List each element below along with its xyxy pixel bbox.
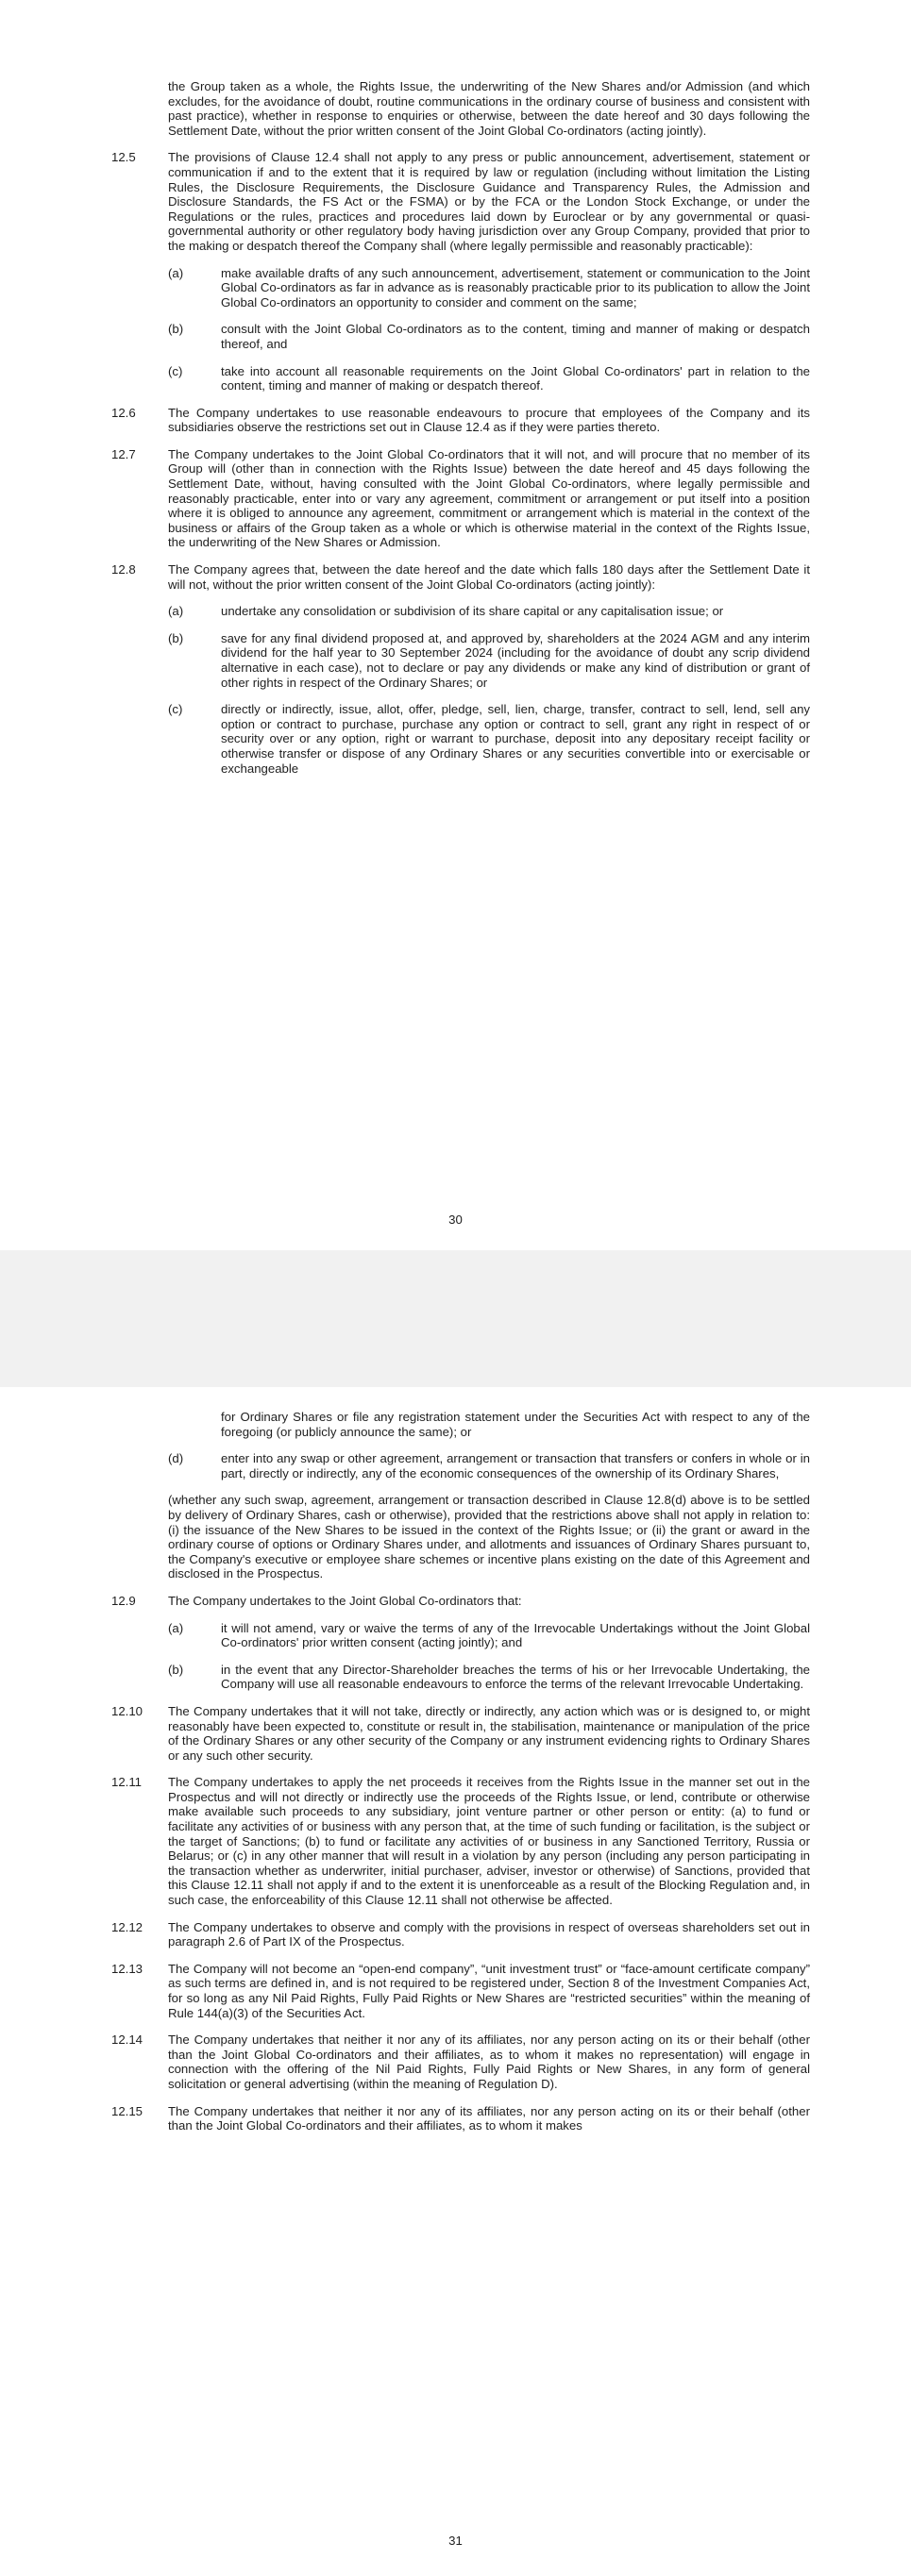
clause-12-9-b	[168, 1663, 810, 1692]
clause-text: The Company undertakes to the Joint Global Co-ordinators that:	[168, 1593, 522, 1608]
sub-label: (a)	[168, 1620, 184, 1635]
clause-number: 12.6	[111, 405, 136, 420]
clause-12-11	[111, 1775, 810, 1907]
clause-12-8-d	[168, 1451, 810, 1480]
clause-12-9	[111, 1594, 810, 1609]
clause-number: 12.8	[111, 562, 136, 577]
clause-12-13	[111, 1962, 810, 2020]
clause-12-9-a	[168, 1621, 810, 1650]
clause-text: The Company undertakes to apply the net proceeds it receives from the Rights Issue in the manner set out in the Prospectus and will not directly or indirectly use the proceeds of the Rights Issue, or lend, contribute or otherwise make available such proceeds to any subsidiary, joint venture partner or other person or entity: (a) to fund or facilitate any activities of or business with any person that, at the time of such funding or facilitation, is the subject or the target of Sanctions; (b) to fund or facilitate any activities of or business in any Sanctioned Territory, Russia or Belarus; or (c) in any other manner that will result in a violation by any person (including any person participating in the transaction whether as underwriter, initial purchaser, adviser, investor or otherwise) of Sanctions, provided that this Clause 12.11 shall not apply if and to the extent it is unenforceable as a result of the Blocking Regulation and, in such case, the enforceability of this Clause 12.11 shall not otherwise be affected.	[168, 1775, 810, 1908]
clause-12-6	[111, 406, 810, 435]
document-page-30	[0, 0, 911, 1250]
sub-label: (b)	[168, 630, 184, 645]
sub-text: make available drafts of any such announcement, advertisement, statement or communication to the Joint Global Co-ordinators as far in advance as is reasonably practicable prior to its publication to allow the Joint Global Co-ordinators an opportunity to consider and comment on the same;	[221, 265, 810, 309]
clause-12-8-c	[168, 702, 810, 776]
page-number: 31	[448, 2534, 463, 2548]
sub-label: (d)	[168, 1451, 184, 1466]
clause-text: The Company undertakes to the Joint Global Co-ordinators that it will not, and will procure that no member of its Group will (other than in connection with the Rights Issue) between the date hereof and 45 days following the Settlement Date, without, having consulted with the Joint Global Co-ordinators, where legally permissible and reasonably practicable, enter into or vary any agreement, commitment or arrangement or put itself into a position where it is obliged to announce any agreement, commitment or arrangement which is material in the context of the business or affairs of the Group taken as a whole or which is otherwise material in the context of the Rights Issue, the underwriting of the New Shares or Admission.	[168, 446, 810, 550]
clause-12-8	[111, 562, 810, 592]
sub-text: it will not amend, vary or waive the terms of any of the Irrevocable Undertakings without the Joint Global Co-ordinators' prior written consent (acting jointly); and	[221, 1620, 810, 1650]
clause-number: 12.12	[111, 1919, 143, 1934]
clause-12-8-c-continuation: for Ordinary Shares or file any registration statement under the Securities Act with respect to any of the foregoing (or publicly announce the same); or	[221, 1410, 810, 1439]
clause-12-8-proviso: (whether any such swap, agreement, arrangement or transaction described in Clause 12.8(d) above is to be settled by delivery of Ordinary Shares, cash or otherwise), provided that the restrictions above shall not apply in relation to: (i) the issuance of the New Shares to be issued in the context of the Rights Issue; or (ii) the grant or award in the ordinary course of options or Ordinary Shares under, and allotments and issuances of Ordinary Shares pursuant to, the Company's executive or employee share schemes or incentive plans existing on the date of this Agreement and disclosed in the Prospectus.	[168, 1493, 810, 1581]
sub-label: (c)	[168, 363, 183, 378]
page-number: 30	[448, 1213, 463, 1227]
clause-12-10	[111, 1704, 810, 1763]
clause-12-7	[111, 447, 810, 550]
clause-text: The Company will not become an “open-end company”, “unit investment trust” or “face-amount certificate company” as such terms are defined in, and is not required to be registered under, Section 8 of the Investment Companies Act, for so long as any Nil Paid Rights, Fully Paid Rights or New Shares are “restricted securities” within the meaning of Rule 144(a)(3) of the Securities Act.	[168, 1961, 810, 2020]
clause-12-5-c	[168, 364, 810, 393]
sub-label: (b)	[168, 1662, 184, 1677]
clause-number: 12.10	[111, 1703, 143, 1718]
clause-12-15	[111, 2104, 810, 2133]
clause-number: 12.13	[111, 1961, 143, 1976]
sub-text: undertake any consolidation or subdivision of its share capital or any capitalisation issue; or	[221, 604, 724, 619]
page-content	[111, 1410, 810, 2146]
clause-text: The Company undertakes that neither it nor any of its affiliates, nor any person acting on its or their behalf (other than the Joint Global Co-ordinators and their affiliates, as to whom it makes no representation) will engage in connection with the offering of the Nil Paid Rights, Fully Paid Rights or New Shares, in any form of general solicitation or general advertising (within the meaning of Regulation D).	[168, 2032, 810, 2091]
clause-12-5	[111, 150, 810, 253]
sub-text: consult with the Joint Global Co-ordinators as to the content, timing and manner of making or despatch thereof, and	[221, 322, 810, 351]
clause-text: The Company undertakes to observe and comply with the provisions in respect of overseas shareholders set out in paragraph 2.6 of Part IX of the Prospectus.	[168, 1919, 810, 1949]
clause-number: 12.7	[111, 446, 136, 461]
clause-12-5-a	[168, 266, 810, 310]
clause-text: The Company agrees that, between the date hereof and the date which falls 180 days after the Settlement Date it will not, without the prior written consent of the Joint Global Co-ordinators (acting jointly):	[168, 562, 810, 592]
clause-12-8-b	[168, 631, 810, 690]
sub-text: directly or indirectly, issue, allot, offer, pledge, sell, lien, charge, transfer, contract to sell, lend, sell any option or contract to purchase, purchase any option or contract to sell, grant any right in respect of or security over or any option, right or warrant to purchase, deposit into any depositary receipt facility or otherwise transfer or dispose of any Ordinary Shares or any securities convertible into or exercisable or exchangeable	[221, 702, 810, 776]
document-page-31	[0, 1387, 911, 2576]
clause-number: 12.11	[111, 1775, 143, 1790]
clause-12-5-b	[168, 322, 810, 351]
sub-text: enter into any swap or other agreement, arrangement or transaction that transfers or confers in whole or in part, directly or indirectly, any of the economic consequences of the ownership of its Ordinary Shares,	[221, 1451, 810, 1480]
clause-number: 12.15	[111, 2103, 143, 2118]
clause-text: The provisions of Clause 12.4 shall not apply to any press or public announcement, advertisement, statement or communication if and to the extent that it is required by law or regulation (including without limitation the Listing Rules, the Disclosure Requirements, the Disclosure Guidance and Transparency Rules, the Admission and Disclosure Standards, the FS Act or the FSMA) or by the FCA or the London Stock Exchange, or under the Regulations or the rules, practices and procedures laid down by Euroclear or by any governmental or quasi-governmental authority or other regulatory body having jurisdiction over any Group Company, provided that prior to the making or despatch thereof the Company shall (where legally permissible and reasonably practicable):	[168, 150, 810, 253]
sub-label: (a)	[168, 265, 184, 280]
sub-label: (b)	[168, 322, 184, 337]
clause-12-12	[111, 1920, 810, 1949]
sub-text: take into account all reasonable requirements on the Joint Global Co-ordinators' part in relation to the content, timing and manner of making or despatch thereof.	[221, 363, 810, 393]
intro-continuation: the Group taken as a whole, the Rights Issue, the underwriting of the New Shares and/or Admission (and which excludes, for the avoidance of doubt, routine communications in the ordinary course of business and consistent with past practice), whether in response to enquiries or otherwise, between the date hereof and 30 days following the Settlement Date, without the prior written consent of the Joint Global Co-ordinators (acting jointly).	[168, 79, 810, 138]
sub-text: save for any final dividend proposed at, and approved by, shareholders at the 2024 AGM and any interim dividend for the half year to 30 September 2024 (including for the avoidance of doubt any scrip dividend alternative in each case), not to declare or pay any dividends or make any kind of distribution or grant of other rights in respect of the Ordinary Shares; or	[221, 630, 810, 690]
page-content	[111, 79, 810, 788]
clause-text: The Company undertakes to use reasonable endeavours to procure that employees of the Company and its subsidiaries observe the restrictions set out in Clause 12.4 as if they were parties thereto.	[168, 405, 810, 435]
clause-number: 12.9	[111, 1593, 136, 1608]
clause-text: The Company undertakes that neither it nor any of its affiliates, nor any person acting on its or their behalf (other than the Joint Global Co-ordinators and their affiliates, as to whom it makes	[168, 2103, 810, 2133]
clause-text: The Company undertakes that it will not take, directly or indirectly, any action which was or is designed to, or might reasonably have been expected to, constitute or result in, the stabilisation, maintenance or manipulation of the price of the Ordinary Shares or any other security of the Company or any instrument evidencing rights to Ordinary Shares or any such other security.	[168, 1703, 810, 1763]
sub-text: in the event that any Director-Shareholder breaches the terms of his or her Irrevocable Undertaking, the Company will use all reasonable endeavours to enforce the terms of the relevant Irrevocable Undertaking.	[221, 1662, 810, 1692]
sub-label: (c)	[168, 702, 183, 717]
sub-label: (a)	[168, 604, 184, 619]
clause-number: 12.14	[111, 2032, 143, 2048]
clause-12-14	[111, 2032, 810, 2091]
clause-12-8-a	[168, 604, 810, 619]
clause-number: 12.5	[111, 150, 136, 165]
